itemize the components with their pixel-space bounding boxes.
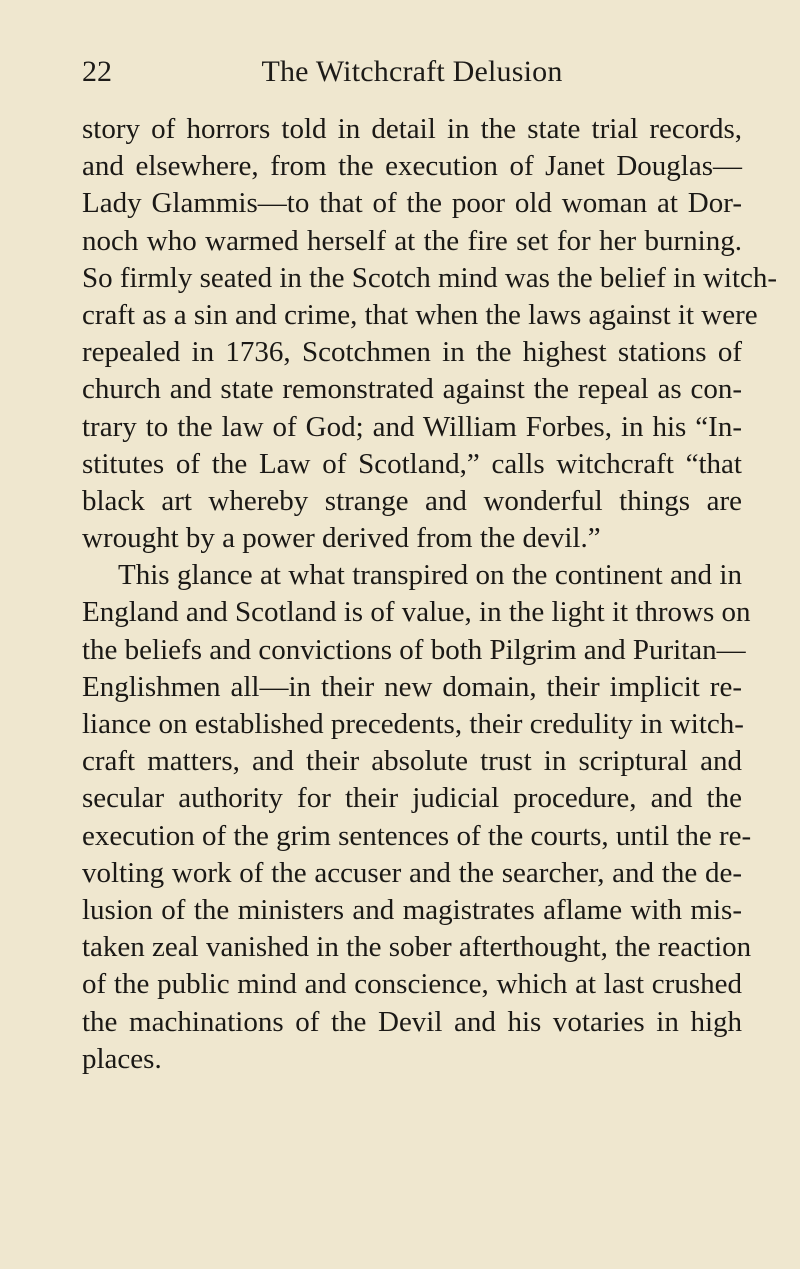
text-line: lusion of the ministers and magistrates aflame with mis- (82, 893, 742, 926)
paragraph-start-line: This glance at what transpired on the continent and in (118, 559, 742, 592)
text-line: noch who warmed herself at the fire set for her burning. (82, 224, 742, 257)
text-line: taken zeal vanished in the sober afterthought, the reaction (82, 931, 752, 964)
text-line: secular authority for their judicial procedure, and the (82, 782, 742, 815)
text-line: trary to the law of God; and William Forbes, in his “In- (82, 410, 742, 443)
text-line: wrought by a power derived from the devil.” (82, 522, 601, 555)
text-line: volting work of the accuser and the searcher, and the de- (82, 856, 742, 889)
text-line: repealed in 1736, Scotchmen in the highest stations of (82, 336, 742, 369)
text-line: craft as a sin and crime, that when the laws against it were (82, 298, 758, 331)
text-line: black art whereby strange and wonderful things are (82, 484, 742, 517)
running-title: The Witchcraft Delusion (261, 55, 563, 88)
text-line: execution of the grim sentences of the courts, until the re- (82, 819, 752, 852)
body-text (82, 111, 778, 1078)
text-line: and elsewhere, from the execution of Janet Douglas— (82, 150, 742, 183)
text-line: craft matters, and their absolute trust in scriptural and (82, 745, 742, 778)
page-number: 22 (82, 55, 112, 88)
text-line: the machinations of the Devil and his votaries in high (82, 1005, 742, 1038)
running-head (82, 52, 742, 92)
text-line: liance on established precedents, their credulity in witch- (82, 708, 744, 740)
text-line: church and state remonstrated against the repeal as con- (82, 373, 742, 406)
text-line: So firmly seated in the Scotch mind was the belief in witch- (82, 261, 778, 294)
text-line: the beliefs and convictions of both Pilgrim and Puritan— (82, 633, 746, 666)
text-line: stitutes of the Law of Scotland,” calls witchcraft “that (82, 447, 742, 480)
text-line: Lady Glammis—to that of the poor old woman at Dor- (82, 187, 742, 220)
text-line: places. (82, 1042, 162, 1075)
text-line: Englishmen all—in their new domain, their implicit re- (82, 670, 742, 703)
text-line: of the public mind and conscience, which at last crushed (82, 968, 742, 1001)
text-line: England and Scotland is of value, in the light it throws on (82, 596, 751, 629)
text-line: story of horrors told in detail in the state trial records, (82, 113, 742, 145)
